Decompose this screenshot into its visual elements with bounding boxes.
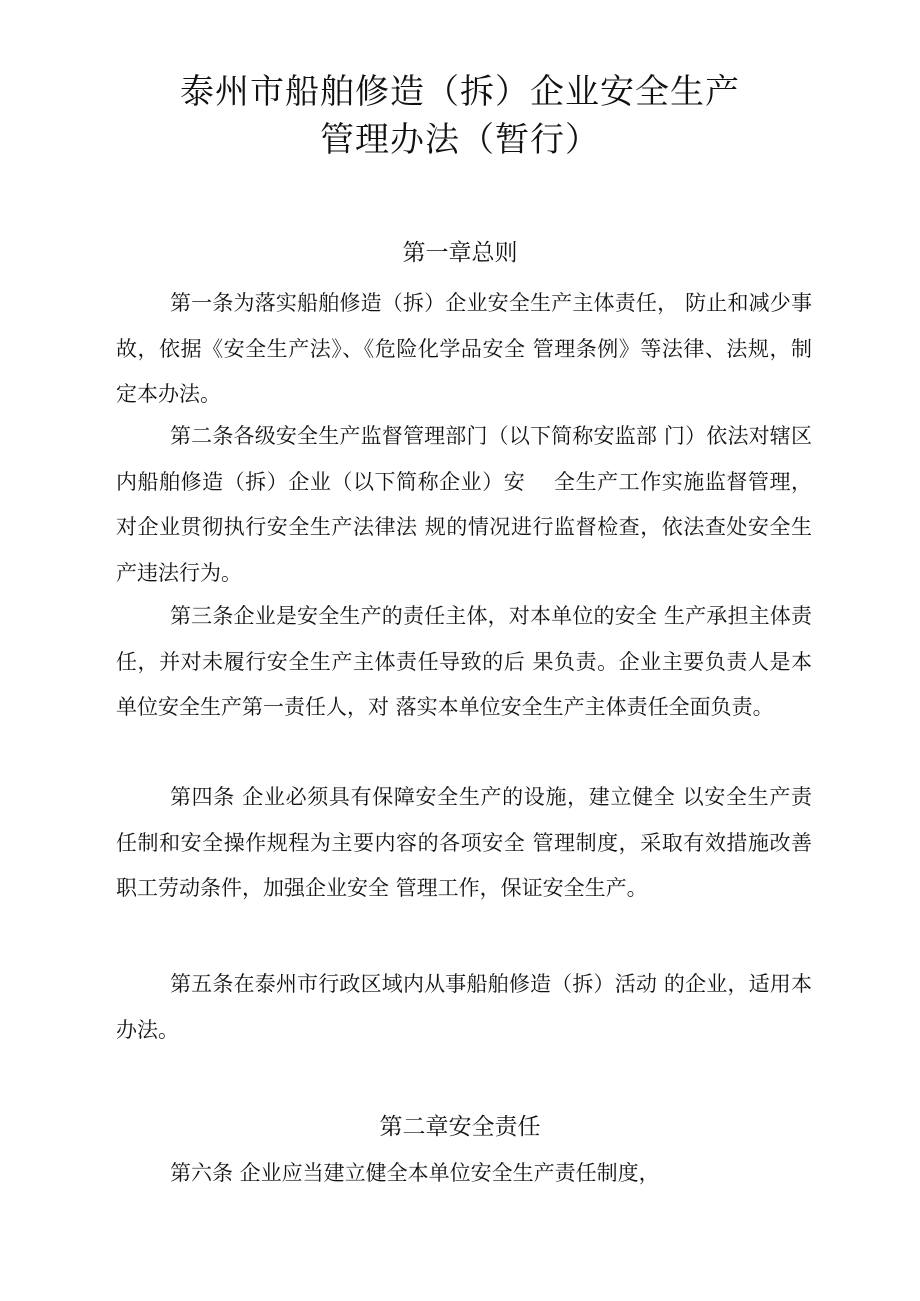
chapter-1-heading: 第一章总则 (402, 240, 518, 266)
article-1: 第一条为落实船舶修造（拆）企业安全生产主体责任， 防止和减少事故，依据《安全生产法》、《危险化学品安全 管理条例》等法律、法规，制定本办法。 (116, 291, 812, 406)
article-2: 第二条各级安全生产监督管理部门（以下简称安监部 门）依法对辖区内船舶修造（拆）企业（以下简称企业）安 全生产工作实施监督管理，对企业贯彻执行安全生产法律法 规的情况进行监督检查，依法查处安全生产违法行为。 (116, 424, 812, 585)
chapter-2-heading: 第二章安全责任 (379, 1114, 541, 1140)
article-3: 第三条企业是安全生产的责任主体，对本单位的安全 生产承担主体责任，并对未履行安全生产主体责任导致的后 果负责。企业主要负责人是本单位安全生产第一责任人，对 落实本单位安全生产主体责任全面负责。 (116, 604, 812, 719)
article-6: 第六条 企业应当建立健全本单位安全生产责任制度， (170, 1161, 660, 1185)
document-title-line-2: 管理办法（暂行） (320, 120, 600, 160)
document-title-line-1: 泰州市船舶修造（拆）企业安全生产 (180, 72, 740, 112)
article-4: 第四条 企业必须具有保障安全生产的设施，建立健全 以安全生产责任制和安全操作规程为主要内容的各项安全 管理制度，采取有效措施改善职工劳动条件，加强企业安全 管理工作，保证安全生产。 (116, 785, 812, 900)
article-5: 第五条在泰州市行政区域内从事船舶修造（拆）活动 的企业，适用本办法。 (116, 972, 812, 1042)
